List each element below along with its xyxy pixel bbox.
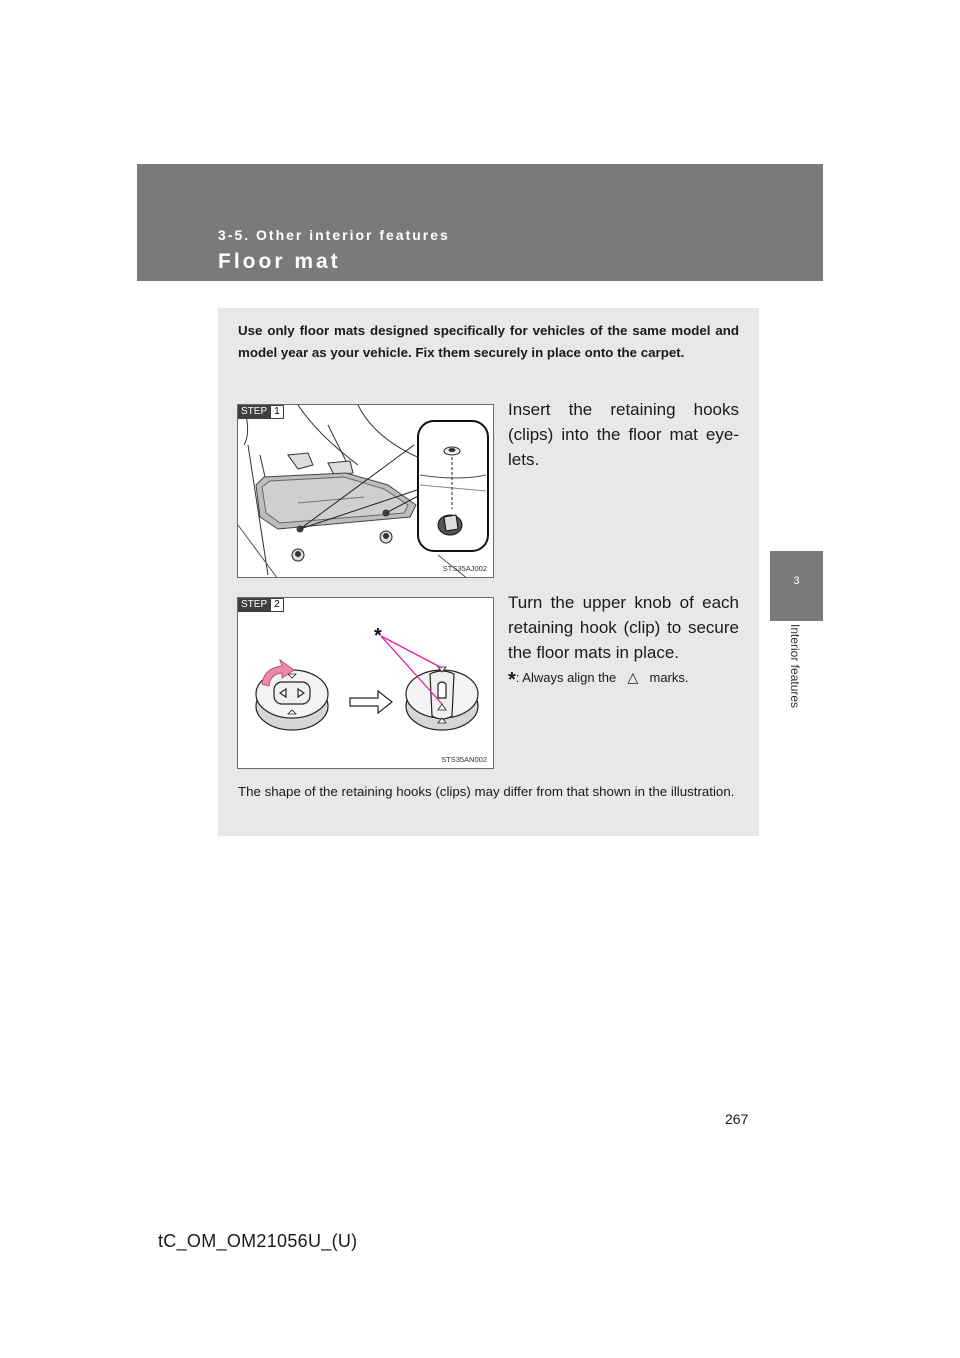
step1-text: Insert the retaining hooks (clips) into the floor mat eye-lets. [508, 400, 739, 469]
intro-text: Use only floor mats designed specifically for vehicles of the same model and model year as your vehicle. Fix them securely in place onto the carpet. [238, 323, 739, 360]
step2-illustration [237, 597, 494, 769]
page-title: Floor mat [218, 250, 341, 273]
step1-illustration [237, 404, 494, 578]
note-suffix: marks. [649, 670, 689, 685]
step2-text: Turn the upper knob of each retaining hook (clip) to secure the floor mats in place. [508, 593, 739, 662]
step-badge-word: STEP [238, 598, 270, 612]
chapter-label: Interior features [788, 624, 802, 709]
page-number: 267 [725, 1111, 749, 1127]
footnote: The shape of the retaining hooks (clips) may differ from that shown in the illustration. [238, 784, 735, 799]
triangle-mark-icon: △ [627, 669, 639, 685]
section-label: 3-5. Other interior features [218, 227, 450, 243]
step-badge-number: 2 [270, 598, 284, 612]
floor-mat-illustration [238, 405, 494, 578]
step-badge-number: 1 [270, 405, 284, 419]
figure-code: STS35AN002 [441, 755, 487, 764]
step1-badge [238, 405, 284, 419]
document-code: tC_OM_OM21056U_(U) [158, 1231, 358, 1251]
note-prefix: : Always align the [515, 670, 617, 685]
step2-badge [238, 598, 284, 612]
alignment-note [508, 669, 689, 692]
note-asterisk: * [508, 669, 516, 691]
chapter-tab [770, 551, 823, 621]
step-badge-word: STEP [238, 405, 270, 419]
figure-code: STS35AJ002 [442, 564, 487, 573]
retaining-hook-illustration [238, 598, 494, 769]
chapter-number: 3 [793, 575, 800, 587]
callout-asterisk: * [374, 625, 382, 647]
chapter-label-container [770, 624, 802, 740]
